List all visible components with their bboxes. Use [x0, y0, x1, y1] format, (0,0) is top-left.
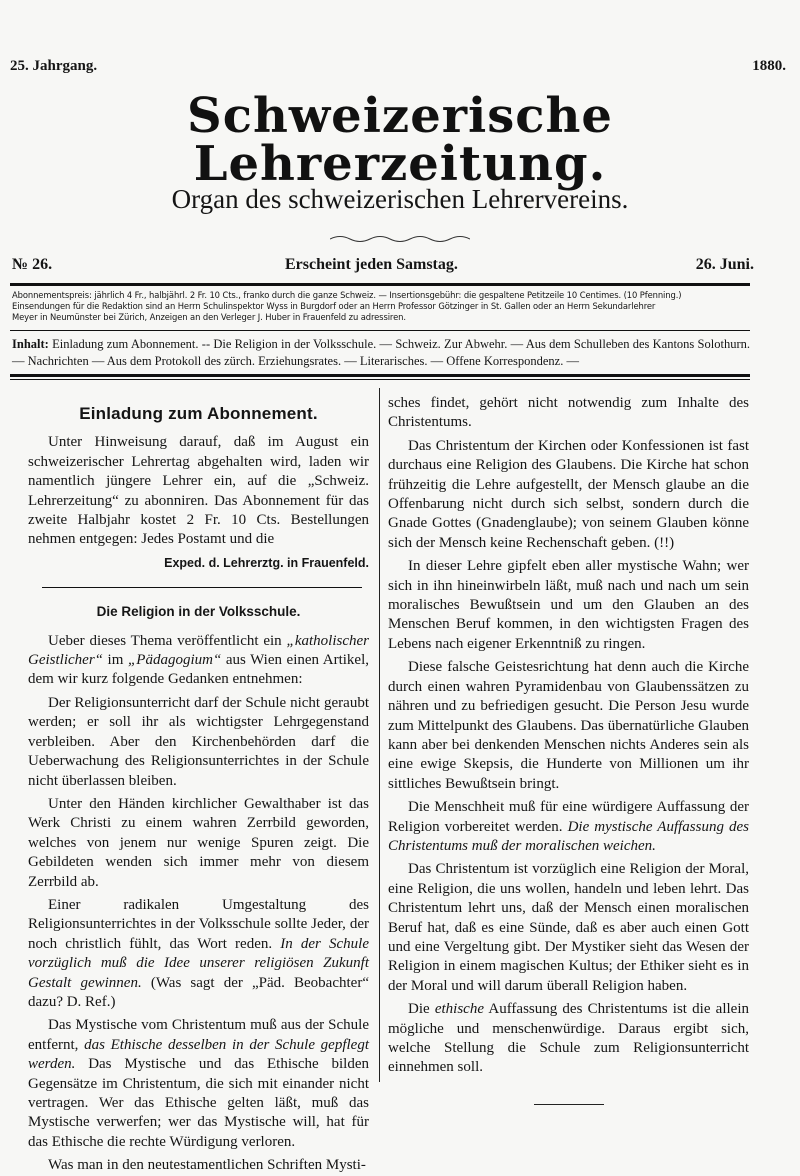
issue-line — [12, 256, 754, 278]
rule-thin — [10, 379, 750, 380]
article-heading: Die Religion in der Volksschule. — [96, 604, 301, 620]
left-column — [28, 394, 369, 1176]
section-separator — [42, 587, 362, 588]
article-end-rule — [534, 1104, 604, 1105]
year-label: 1880. — [752, 58, 786, 74]
rule-thin — [10, 330, 750, 331]
article-paragraph: Das Christentum der Kirchen oder Konfessionen ist fast durchaus eine Religion des Glaubens. Die Kirche hat schon frühzeitig die Lehre aufgestellt, der Mensch glaube an die Offenbarung nicht durch sich selbst, sondern durch die Gnade Gottes (Gnadenglaube); von seinem Glauben könne sich der Mensch keine Rechenschaft geben. (!!) — [388, 437, 749, 551]
rule-thick — [10, 374, 750, 377]
article-paragraph: Ueber dieses Thema veröffentlicht ein „katholischer Geistlicher“ im „Pädagogium“ aus Wien einen Artikel, dem wir kurz folgende Gedanken entnehmen: — [28, 632, 369, 688]
contents-label: Inhalt: — [12, 337, 49, 351]
article-paragraph: Unter den Händen kirchlicher Gewalthaber ist das Werk Christi zu einem wahren Zerrbild geworden, welches von jenem nur wenige Spuren zeigt. Die Gebildeten wenden sich immer mehr von diesem Zerrbild ab. — [28, 795, 369, 890]
masthead-subtitle: Organ des schweizerischen Lehrervereins. — [171, 184, 629, 214]
article-paragraph: Die ethische Auffassung des Christentums ist die allein mögliche und menschenwürdige. Daraus ergibt sich, welche Stellung die Schule zum Religionsunterricht einnehmen soll. — [388, 1001, 749, 1076]
article-paragraph: sches findet, gehört nicht notwendig zum Inhalte des Christentums. — [388, 395, 749, 431]
header-topline — [10, 58, 786, 78]
column-divider — [379, 388, 380, 1082]
subscription-info — [12, 290, 752, 323]
article-paragraph: Einer radikalen Umgestaltung des Religionsunterrichtes in der Volksschule sollte Jeder, der noch christlich fühlt, das Wort reden. In der Schule vorzüglich muß die Idee unserer religiösen Zukunft Gestalt gewinnen. (Was sagt der „Päd. Beobachter“ dazu? D. Ref.) — [28, 896, 369, 1010]
ornament-divider — [330, 234, 470, 244]
issue-frequency: Erscheint jeden Samstag. — [285, 256, 458, 273]
article-paragraph: Das Christentum ist vorzüglich eine Religion der Moral, eine Religion, die uns wollen, handeln und leben lehrt. Das Christentum lehrt uns, daß der Mensch einen moralischen Beruf hat, daß es eine Sünde, daß es aber auch einen Gott und eine Vergeltung gibt. Der Mystiker sieht das Wesen der Religion in einem magischen Kultus; der Ethiker sieht es in der Moral und will darum überall Religion haben. — [388, 861, 749, 994]
contents-text: Einladung zum Abonnement. -- Die Religion in der Volksschule. — Schweiz. Zur Abwehr. — Aus dem Schulleben des Kantons Solothurn. — Nachrichten — Aus dem Protokoll des zürch. Erziehungsrates. — Literarisches. — Offene Korrespondenz. — — [12, 337, 750, 368]
table-of-contents — [12, 336, 750, 370]
article-paragraph: In dieser Lehre gipfelt eben aller mystische Wahn; wer sich in ihn hineinwirbeln läßt, muß nach und nach um sein moralisches Bewußtsein und um den Glauben an des Menschen Beruf kommen, in den wichtigsten Fragen des Lebens nach eigener Erkenntniß zu ringen. — [388, 558, 749, 652]
masthead-title: Schweizerische Lehrerzeitung. — [187, 88, 613, 192]
article-paragraph: Diese falsche Geistesrichtung hat denn auch die Kirche durch einen wahren Pyramidenbau von Glaubenssätzen zu nähren und zu befriedigen gesucht. Die Person Jesu wurde zum Mittelpunkt des Glaubens. Das übernatürliche Glauben kann aber bei denkenden Menschen nichts Anderes sein als eine ewige Skepsis, die Hunderte von Millionen um ihr sittliches Bewußtsein bringt. — [388, 659, 749, 792]
article-paragraph: Der Religionsunterricht darf der Schule nicht geraubt werden; er soll ihr als wichtigster Lehrgegenstand verbleiben. Aber den Kirchenbehörden darf die Ueberwachung des Religionsunterrichtes in der Schule nicht überlassen bleiben. — [28, 694, 369, 789]
abonnement-text: Unter Hinweisung darauf, daß im August ein schweizerischer Lehrertag abgehalten wird, laden wir namentlich jüngere Lehrer ein, auf die „Schweiz. Lehrerzeitung“ zu abonniren. Das Abonnement für das zweite Halbjahr kostet 2 Fr. 10 Cts. Bestellungen nehmen entgegen: Jedes Postamt und die — [28, 434, 369, 548]
expedition-signature: Exped. d. Lehrerztg. in Frauenfeld. — [164, 555, 369, 570]
volume-label: 25. Jahrgang. — [10, 58, 98, 74]
abonnement-heading: Einladung zum Abonnement. — [79, 404, 318, 423]
issue-date: 26. Juni. — [695, 256, 754, 273]
subscription-line: Meyer in Neumünster bei Zürich, Anzeigen an den Verleger J. Huber in Frauenfeld zu adressiren. — [12, 312, 406, 322]
right-column — [388, 394, 749, 1105]
article-paragraph: Das Mystische vom Christentum muß aus der Schule entfernt, das Ethische desselben in der Schule gepflegt werden. Das Mystische und das Ethische bilden Gegensätze im Christentum, die sich mit einander nicht vertragen. Wer das Ethische gelten läßt, muß das Mystische verwerfen; wer das Mystische will, hat für das Ethische die rechte Würdigung verloren. — [28, 1017, 369, 1150]
article-paragraph: Was man in den neutestamentlichen Schriften Mysti- — [48, 1157, 366, 1174]
article-paragraph: Die Menschheit muß für eine würdigere Auffassung der Religion vorbereitet werden. Die mystische Auffassung des Christentums muß der moralischen weichen. — [388, 799, 749, 854]
subscription-line: Abonnementspreis: jährlich 4 Fr., halbjährl. 2 Fr. 10 Cts., franko durch die ganze Schweiz. — Insertionsgebühr: die gespaltene Petitzeile 10 Centimes. (10 Pfenning.) — [12, 290, 682, 300]
issue-number: № 26. — [12, 256, 53, 273]
rule-thick — [10, 283, 750, 286]
subscription-line: Einsendungen für die Redaktion sind an Herrn Schulinspektor Wyss in Burgdorf oder an Herrn Professor Götzinger in St. Gallen oder an Herrn Sekundarlehrer — [12, 301, 656, 311]
